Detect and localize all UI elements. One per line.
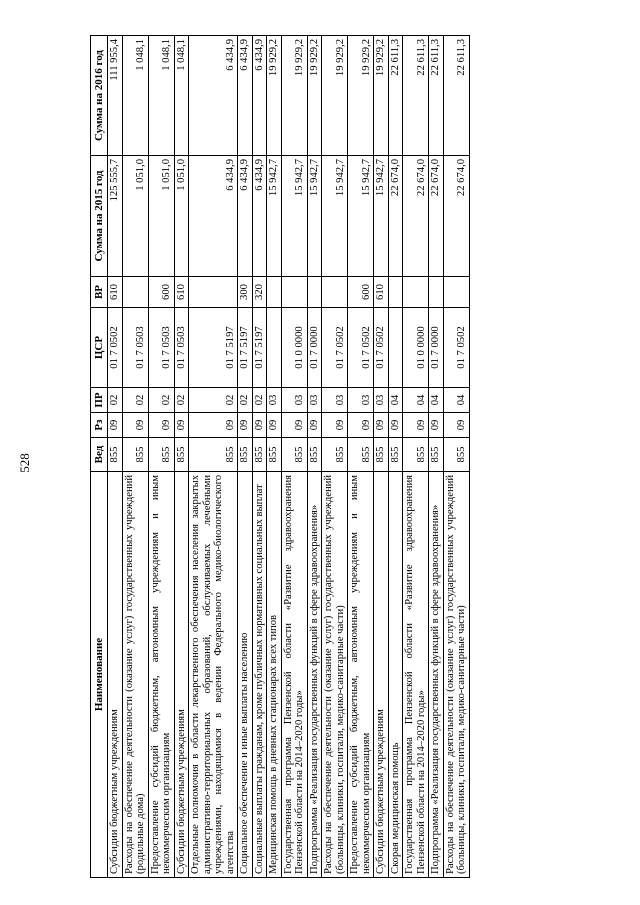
cell-sum-2015: 22 674,0 bbox=[443, 156, 469, 277]
cell-rz: 09 bbox=[252, 413, 267, 438]
cell-rz: 09 bbox=[322, 413, 348, 438]
cell-csr: 01 7 0503 bbox=[148, 308, 174, 388]
cell-csr: 01 7 0000 bbox=[429, 308, 444, 388]
table-row bbox=[122, 36, 148, 878]
cell-name: Подпрограмма «Реализация государственных функций в сфере здравоохранения» bbox=[429, 472, 444, 878]
table-row bbox=[443, 36, 469, 878]
table-row bbox=[267, 36, 282, 878]
cell-sum-2015: 6 434,9 bbox=[252, 156, 267, 277]
cell-rz: 09 bbox=[443, 413, 469, 438]
cell-ved: 855 bbox=[307, 438, 322, 472]
cell-csr: 01 0 0000 bbox=[403, 308, 429, 388]
table-row bbox=[322, 36, 348, 878]
cell-ved: 855 bbox=[174, 438, 189, 472]
cell-pr: 04 bbox=[429, 388, 444, 413]
table-row bbox=[148, 36, 174, 878]
cell-sum-2016: 19 929,2 bbox=[307, 36, 322, 156]
cell-name: Социальное обеспечение и иные выплаты населению bbox=[238, 472, 253, 878]
cell-name: Медицинская помощь в дневных стационарах всех типов bbox=[267, 472, 282, 878]
cell-ved: 855 bbox=[267, 438, 282, 472]
cell-sum-2016: 22 611,3 bbox=[403, 36, 429, 156]
cell-ved: 855 bbox=[374, 438, 389, 472]
table-row bbox=[189, 36, 238, 878]
cell-sum-2016: 19 929,2 bbox=[348, 36, 374, 156]
cell-vr bbox=[443, 277, 469, 308]
cell-sum-2016: 111 955,4 bbox=[108, 36, 123, 156]
cell-pr: 03 bbox=[348, 388, 374, 413]
cell-ved: 855 bbox=[443, 438, 469, 472]
cell-pr: 03 bbox=[281, 388, 307, 413]
rotated-table-container bbox=[90, 36, 570, 878]
cell-csr: 01 7 5197 bbox=[189, 308, 238, 388]
cell-ved: 855 bbox=[122, 438, 148, 472]
cell-sum-2016: 22 611,3 bbox=[388, 36, 403, 156]
cell-pr: 03 bbox=[307, 388, 322, 413]
cell-vr bbox=[122, 277, 148, 308]
cell-vr bbox=[189, 277, 238, 308]
cell-vr bbox=[403, 277, 429, 308]
budget-table bbox=[90, 35, 470, 878]
cell-vr bbox=[322, 277, 348, 308]
header-row bbox=[91, 36, 108, 878]
cell-csr: 01 7 0502 bbox=[348, 308, 374, 388]
cell-name: Субсидии бюджетным учреждениям bbox=[108, 472, 123, 878]
cell-rz: 09 bbox=[189, 413, 238, 438]
table-row bbox=[108, 36, 123, 878]
cell-sum-2016: 6 434,9 bbox=[238, 36, 253, 156]
cell-sum-2015: 1 051,0 bbox=[148, 156, 174, 277]
cell-sum-2015: 15 942,7 bbox=[374, 156, 389, 277]
cell-rz: 09 bbox=[122, 413, 148, 438]
cell-sum-2016: 1 048,1 bbox=[148, 36, 174, 156]
header-sum-2015: Сумма на 2015 год bbox=[91, 156, 108, 277]
table-row bbox=[388, 36, 403, 878]
cell-rz: 09 bbox=[403, 413, 429, 438]
cell-sum-2016: 22 611,3 bbox=[429, 36, 444, 156]
cell-pr: 02 bbox=[174, 388, 189, 413]
cell-name: Подпрограмма «Реализация государственных функций в сфере здравоохранения» bbox=[307, 472, 322, 878]
cell-sum-2015: 15 942,7 bbox=[267, 156, 282, 277]
cell-pr: 04 bbox=[443, 388, 469, 413]
cell-sum-2015: 15 942,7 bbox=[348, 156, 374, 277]
cell-rz: 09 bbox=[374, 413, 389, 438]
cell-name: Предоставление субсидий бюджетным, автономным учреждениям и иным некоммерческим организациям bbox=[148, 472, 174, 878]
cell-vr: 300 bbox=[238, 277, 253, 308]
cell-name: Субсидии бюджетным учреждениям bbox=[374, 472, 389, 878]
cell-sum-2016: 19 929,2 bbox=[374, 36, 389, 156]
header-ved: Вед bbox=[91, 438, 108, 472]
cell-sum-2015: 15 942,7 bbox=[281, 156, 307, 277]
cell-rz: 09 bbox=[281, 413, 307, 438]
cell-vr: 320 bbox=[252, 277, 267, 308]
cell-vr: 610 bbox=[374, 277, 389, 308]
cell-csr: 01 7 0502 bbox=[322, 308, 348, 388]
table-row bbox=[403, 36, 429, 878]
cell-sum-2015: 6 434,9 bbox=[189, 156, 238, 277]
cell-sum-2016: 6 434,9 bbox=[252, 36, 267, 156]
cell-pr: 02 bbox=[252, 388, 267, 413]
cell-name: Государственная программа Пензенской области «Развитие здравоохранения Пензенской области на 2014–2020 годы» bbox=[281, 472, 307, 878]
cell-rz: 09 bbox=[267, 413, 282, 438]
cell-ved: 855 bbox=[108, 438, 123, 472]
cell-vr: 600 bbox=[348, 277, 374, 308]
cell-sum-2016: 6 434,9 bbox=[189, 36, 238, 156]
cell-pr: 02 bbox=[148, 388, 174, 413]
cell-ved: 855 bbox=[281, 438, 307, 472]
cell-vr bbox=[429, 277, 444, 308]
cell-rz: 09 bbox=[174, 413, 189, 438]
cell-pr: 04 bbox=[388, 388, 403, 413]
cell-vr: 600 bbox=[148, 277, 174, 308]
cell-csr: 01 7 5197 bbox=[238, 308, 253, 388]
cell-name: Отдельные полномочия в области лекарственного обеспечения населения закрытых административно-территориальных образований, обслуживаемых лечебными учреждениями, находящимися в ведении Федерального медико-биологического агентства bbox=[189, 472, 238, 878]
cell-pr: 02 bbox=[122, 388, 148, 413]
cell-pr: 02 bbox=[108, 388, 123, 413]
cell-csr: 01 7 0502 bbox=[108, 308, 123, 388]
cell-rz: 09 bbox=[148, 413, 174, 438]
cell-sum-2016: 1 048,1 bbox=[174, 36, 189, 156]
table-row bbox=[238, 36, 253, 878]
table-row bbox=[348, 36, 374, 878]
table-row bbox=[374, 36, 389, 878]
cell-rz: 09 bbox=[429, 413, 444, 438]
cell-name: Государственная программа Пензенской области «Развитие здравоохранения Пензенской области на 2014–2020 годы» bbox=[403, 472, 429, 878]
header-name: Наименование bbox=[91, 472, 108, 878]
cell-name: Скорая медицинская помощь bbox=[388, 472, 403, 878]
cell-pr: 04 bbox=[403, 388, 429, 413]
cell-sum-2016: 22 611,3 bbox=[443, 36, 469, 156]
header-csr: ЦСР bbox=[91, 308, 108, 388]
table-row bbox=[307, 36, 322, 878]
cell-sum-2015: 15 942,7 bbox=[307, 156, 322, 277]
cell-rz: 09 bbox=[307, 413, 322, 438]
cell-sum-2015: 1 051,0 bbox=[174, 156, 189, 277]
cell-vr: 610 bbox=[174, 277, 189, 308]
cell-name: Расходы на обеспечение деятельности (оказание услуг) государственных учреждений (родильные дома) bbox=[122, 472, 148, 878]
cell-rz: 09 bbox=[388, 413, 403, 438]
table-row bbox=[281, 36, 307, 878]
cell-csr bbox=[388, 308, 403, 388]
cell-sum-2015: 22 674,0 bbox=[429, 156, 444, 277]
cell-sum-2016: 19 929,2 bbox=[267, 36, 282, 156]
cell-vr bbox=[307, 277, 322, 308]
table-row bbox=[174, 36, 189, 878]
cell-name: Субсидии бюджетным учреждениям bbox=[174, 472, 189, 878]
cell-pr: 02 bbox=[238, 388, 253, 413]
cell-csr: 01 0 0000 bbox=[281, 308, 307, 388]
header-sum-2016: Сумма на 2016 год bbox=[91, 36, 108, 156]
cell-rz: 09 bbox=[108, 413, 123, 438]
cell-vr bbox=[388, 277, 403, 308]
cell-name: Расходы на обеспечение деятельности (оказание услуг) государственных учреждений (больницы, клиники, госпитали, медико-санитарные части) bbox=[322, 472, 348, 878]
cell-sum-2016: 19 929,2 bbox=[281, 36, 307, 156]
cell-csr: 01 7 0000 bbox=[307, 308, 322, 388]
cell-sum-2015: 6 434,9 bbox=[238, 156, 253, 277]
table-wrapper bbox=[90, 36, 570, 878]
cell-ved: 855 bbox=[238, 438, 253, 472]
cell-sum-2016: 1 048,1 bbox=[122, 36, 148, 156]
cell-sum-2015: 1 051,0 bbox=[122, 156, 148, 277]
cell-csr: 01 7 5197 bbox=[252, 308, 267, 388]
cell-pr: 03 bbox=[322, 388, 348, 413]
cell-ved: 855 bbox=[348, 438, 374, 472]
cell-name: Предоставление субсидий бюджетным, автономным учреждениям и иным некоммерческим организациям bbox=[348, 472, 374, 878]
header-rz: Рз bbox=[91, 413, 108, 438]
page-number: 528 bbox=[17, 453, 32, 473]
cell-sum-2016: 19 929,2 bbox=[322, 36, 348, 156]
table-row bbox=[429, 36, 444, 878]
cell-ved: 855 bbox=[429, 438, 444, 472]
cell-csr: 01 7 0502 bbox=[374, 308, 389, 388]
cell-ved: 855 bbox=[388, 438, 403, 472]
table-row bbox=[252, 36, 267, 878]
cell-pr: 03 bbox=[374, 388, 389, 413]
cell-sum-2015: 22 674,0 bbox=[403, 156, 429, 277]
cell-ved: 855 bbox=[252, 438, 267, 472]
cell-sum-2015: 125 555,7 bbox=[108, 156, 123, 277]
cell-ved: 855 bbox=[322, 438, 348, 472]
header-vr: ВР bbox=[91, 277, 108, 308]
cell-pr: 03 bbox=[267, 388, 282, 413]
cell-csr: 01 7 0503 bbox=[122, 308, 148, 388]
cell-rz: 09 bbox=[348, 413, 374, 438]
cell-name: Расходы на обеспечение деятельности (оказание услуг) государственных учреждений (больницы, клиники, госпитали, медико-санитарные части) bbox=[443, 472, 469, 878]
cell-rz: 09 bbox=[238, 413, 253, 438]
cell-pr: 02 bbox=[189, 388, 238, 413]
cell-name: Социальные выплаты гражданам, кроме публичных нормативных социальных выплат bbox=[252, 472, 267, 878]
cell-ved: 855 bbox=[403, 438, 429, 472]
cell-ved: 855 bbox=[189, 438, 238, 472]
cell-ved: 855 bbox=[148, 438, 174, 472]
header-pr: ПР bbox=[91, 388, 108, 413]
cell-csr bbox=[267, 308, 282, 388]
cell-vr bbox=[281, 277, 307, 308]
table-body bbox=[108, 36, 470, 878]
cell-csr: 01 7 0502 bbox=[443, 308, 469, 388]
cell-vr: 610 bbox=[108, 277, 123, 308]
cell-csr: 01 7 0503 bbox=[174, 308, 189, 388]
cell-sum-2015: 22 674,0 bbox=[388, 156, 403, 277]
cell-vr bbox=[267, 277, 282, 308]
cell-sum-2015: 15 942,7 bbox=[322, 156, 348, 277]
